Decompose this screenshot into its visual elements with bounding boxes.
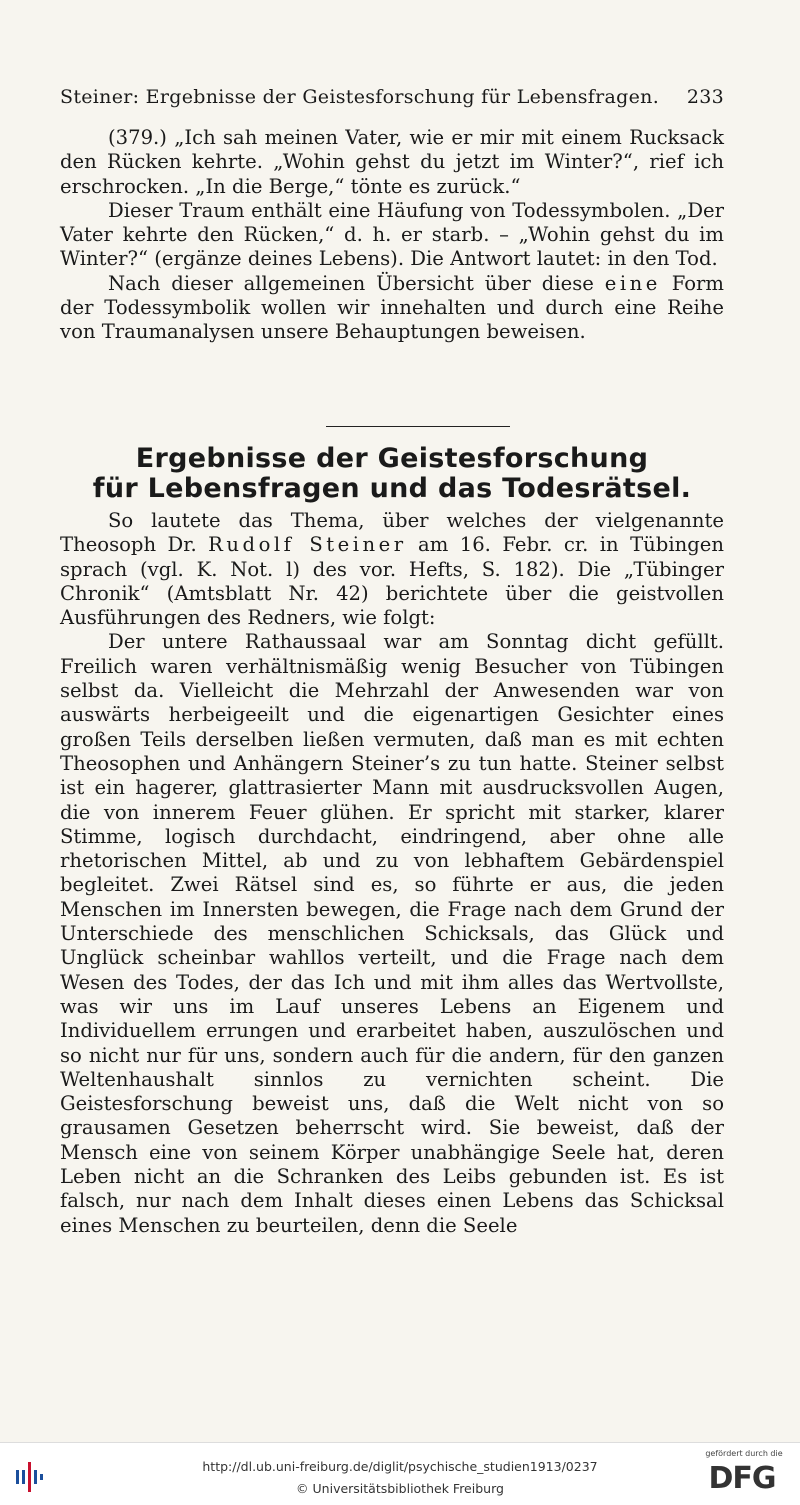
- permalink-url[interactable]: http://dl.ub.uni-freiburg.de/diglit/psychische_studien1913/0237: [202, 1459, 598, 1474]
- running-title: Steiner: Ergebnisse der Geistesforschung für Lebensfragen.: [60, 86, 660, 108]
- article-intro-paragraph: [60, 509, 724, 630]
- transition-paragraph: [60, 272, 724, 345]
- transition-text-a: Nach dieser allgemeinen Übersicht über diese: [108, 271, 594, 295]
- dfg-logo: DFG: [708, 1461, 776, 1496]
- article-title-line-2: für Lebensfragen und das Todesrätsel.: [92, 473, 692, 504]
- section-dream-analysis: [60, 126, 724, 345]
- section-divider: [326, 426, 510, 427]
- emphasized-word: eine: [604, 271, 661, 295]
- intro-text-b: am 16. Febr. cr. in Tübingen sprach (vgl. K. Not. l) des vor. Hefts, S. 182). Die „Tübinger Chronik“ (Amtsblatt Nr. 42) berichtete über die geistvollen Ausführungen des Redners, wie folgt:: [60, 533, 724, 630]
- article-title-line-1: Ergebnisse der Geistesforschung: [135, 443, 649, 474]
- article-body: [60, 509, 724, 1238]
- dream-quote-paragraph: (379.) „Ich sah meinen Vater, wie er mir mit einem Rucksack den Rücken kehrte. „Wohin gehst du jetzt im Winter?“, rief ich erschrocken. „In die Berge,“ tönte es zurück.“: [60, 126, 724, 198]
- intro-text-a: So lautete das Thema, über welches der vielgenannte Theosoph Dr.: [60, 509, 724, 557]
- transition-text-b: Form der Todessymbolik wollen wir innehalten und durch eine Reihe von Traumanalysen unsere Behauptungen beweisen.: [60, 271, 724, 344]
- funder-note: gefördert durch die: [705, 1449, 783, 1458]
- running-header: [60, 86, 724, 116]
- copyright-notice: © Universitätsbibliothek Freiburg: [296, 1481, 504, 1496]
- page-number: 233: [686, 86, 724, 108]
- article-report-paragraph: Der untere Rathaussaal war am Sonntag dicht gefüllt. Freilich waren verhältnismäßig wenig Besucher von Tübingen selbst da. Vielleicht die Mehrzahl der Anwesenden war von auswärts herbeigeeilt und die eigenartigen Gesichter eines großen Teils derselben ließen vermuten, daß man es mit echten Theosophen und Anhängern Steiner’s zu tun hatte. Steiner selbst ist ein hagerer, glattrasierter Mann mit ausdrucksvollen Augen, die von innerem Feuer glühen. Er spricht mit starker, klarer Stimme, logisch durchdacht, eindringend, aber ohne alle rhetorischen Mittel, ab und zu von lebhaftem Gebärdenspiel begleitet. Zwei Rätsel sind es, so führte er aus, die jeden Menschen im Innersten bewegen, die Frage nach dem Grund der Unterschiede des menschlichen Schicksals, das Glück und Unglück scheinbar wahllos verteilt, und die Frage nach dem Wesen des Todes, der das Ich und mit ihm alles das Wertvollste, was wir uns im Lauf unseres Lebens an Eigenem und Individuellem errungen und erarbeitet haben, auszulöschen und so nicht nur für uns, sondern auch für die andern, für den ganzen Weltenhaushalt sinnlos zu vernichten scheint. Die Geistesforschung beweist uns, daß die Welt nicht von so grausamen Gesetzen beherrscht wird. Sie beweist, daß der Mensch eine von seinem Körper unabhängige Seele hat, deren Leben nicht an die Schranken des Leibs gebunden ist. Es ist falsch, nur nach dem Inhalt dieses einen Lebens das Schicksal eines Menschen zu beurteilen, denn die Seele: [60, 630, 724, 1237]
- speaker-name: Rudolf Steiner: [208, 533, 407, 557]
- dream-interpretation-paragraph: Dieser Traum enthält eine Häufung von Todessymbolen. „Der Vater kehrte den Rücken,“ d. h. er starb. – „Wohin gehst du im Winter?“ (ergänze deines Lebens). Die Antwort lautet: in den Tod.: [60, 198, 724, 271]
- article-title: [60, 444, 724, 504]
